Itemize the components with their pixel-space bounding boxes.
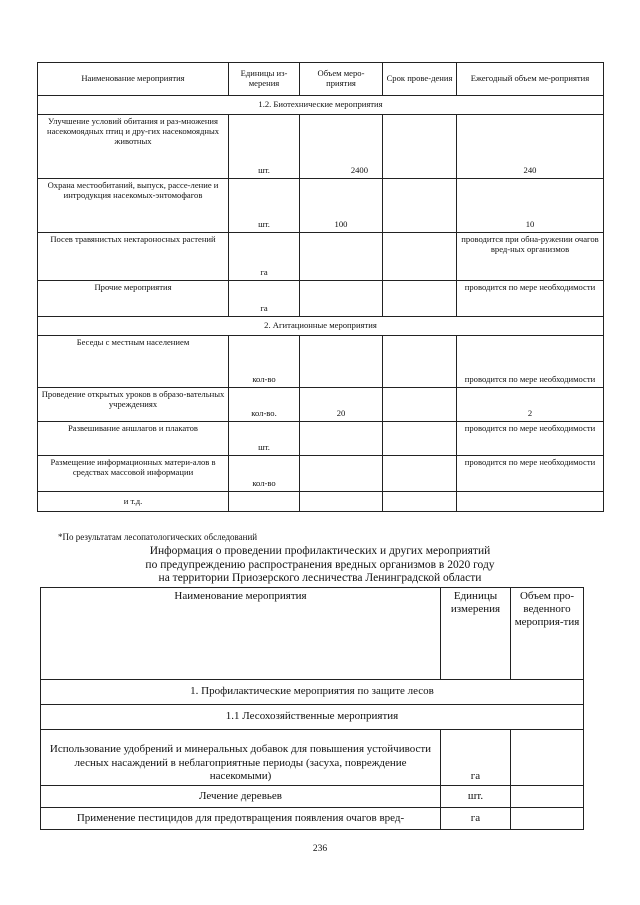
volume-cell — [511, 786, 584, 808]
volume-cell — [511, 808, 584, 830]
term-cell — [383, 281, 457, 317]
unit-cell: кол-во — [229, 336, 300, 388]
section-title: 1.1 Лесохозяйственные мероприятия — [41, 705, 584, 730]
table-row — [38, 492, 604, 512]
table-row — [41, 808, 584, 830]
volume-cell — [511, 730, 584, 786]
header-cell: Объем меро-приятия — [300, 63, 383, 96]
table-row — [38, 388, 604, 422]
volume-cell — [300, 492, 383, 512]
section-title: 2. Агитационные мероприятия — [38, 317, 604, 336]
annual-cell: проводится по мере необходимости — [457, 281, 604, 317]
volume-cell — [300, 281, 383, 317]
volume-cell — [300, 456, 383, 492]
section-title: 1.2. Биотехнические мероприятия — [38, 96, 604, 115]
volume-cell: 20 — [300, 388, 383, 422]
term-cell — [383, 115, 457, 179]
activity-name: Посев травянистых нектароносных растений — [38, 233, 229, 281]
unit-cell — [229, 492, 300, 512]
activity-name: Применение пестицидов для предотвращения появления очагов вред- — [41, 808, 441, 830]
annual-cell: 2 — [457, 388, 604, 422]
term-cell — [383, 233, 457, 281]
term-cell — [383, 492, 457, 512]
volume-cell — [300, 422, 383, 456]
unit-cell: кол-во — [229, 456, 300, 492]
annual-cell: 10 — [457, 179, 604, 233]
volume-cell — [300, 336, 383, 388]
table-row — [38, 115, 604, 179]
header-cell: Срок прове-дения — [383, 63, 457, 96]
term-cell — [383, 388, 457, 422]
header-cell: Объем про-веденного мероприя-тия — [511, 588, 584, 680]
header-cell: Наименование мероприятия — [41, 588, 441, 680]
unit-cell: шт. — [229, 115, 300, 179]
activity-name: Беседы с местным населением — [38, 336, 229, 388]
section-title: 1. Профилактические мероприятия по защите лесов — [41, 680, 584, 705]
heading-line: по предупреждению распространения вредных организмов в 2020 году — [145, 558, 495, 571]
activity-name: Развешивание аншлагов и плакатов — [38, 422, 229, 456]
activity-name: Охрана местообитаний, выпуск, рассе-ление и интродукция насекомых-энтомофагов — [38, 179, 229, 233]
table-row — [38, 456, 604, 492]
table-header-row — [41, 588, 584, 680]
header-cell: Единицы из-мерения — [229, 63, 300, 96]
activity-name: Проведение открытых уроков в образо-вательных учреждениях — [38, 388, 229, 422]
table-row — [38, 233, 604, 281]
unit-cell: кол-во. — [229, 388, 300, 422]
footnote: *По результатам лесопатологических обследований — [58, 532, 258, 542]
unit-cell: шт. — [229, 179, 300, 233]
page-number: 236 — [312, 844, 328, 854]
table-row — [38, 179, 604, 233]
unit-cell: га — [229, 233, 300, 281]
unit-cell: шт. — [229, 422, 300, 456]
annual-cell: проводится при обна-ружении очагов вред-ных организмов — [457, 233, 604, 281]
header-cell: Единицы измерения — [441, 588, 511, 680]
unit-cell: шт. — [441, 786, 511, 808]
activity-name: Улучшение условий обитания и раз-множения насекомоядных птиц и дру-гих насекомоядных животных — [38, 115, 229, 179]
activity-name: Лечение деревьев — [41, 786, 441, 808]
volume-cell: 2400 — [300, 115, 383, 179]
table-row — [41, 786, 584, 808]
table-row — [38, 422, 604, 456]
unit-cell: га — [441, 730, 511, 786]
activity-name: Использование удобрений и минеральных добавок для повышения устойчивости лесных насаждений в неблагоприятные периоды (засуха, повреждение насекомыми) — [41, 730, 441, 786]
annual-cell: проводится по мере необходимости — [457, 456, 604, 492]
table-row — [38, 336, 604, 388]
activity-name: Размещение информационных матери-алов в средствах массовой информации — [38, 456, 229, 492]
header-cell: Ежегодный объем ме-роприятия — [457, 63, 604, 96]
volume-cell: 100 — [300, 179, 383, 233]
activities-table-biotech — [37, 62, 604, 512]
volume-cell — [300, 233, 383, 281]
section-heading — [0, 545, 640, 586]
table-row — [38, 281, 604, 317]
activity-name: Прочие мероприятия — [38, 281, 229, 317]
table-row — [41, 730, 584, 786]
table-header-row — [38, 63, 604, 96]
unit-cell: га — [229, 281, 300, 317]
term-cell — [383, 336, 457, 388]
annual-cell: проводится по мере необходимости — [457, 336, 604, 388]
annual-cell — [457, 492, 604, 512]
annual-cell: 240 — [457, 115, 604, 179]
unit-cell: га — [441, 808, 511, 830]
term-cell — [383, 179, 457, 233]
annual-cell: проводится по мере необходимости — [457, 422, 604, 456]
activity-name: и т.д. — [38, 492, 229, 512]
header-cell: Наименование мероприятия — [38, 63, 229, 96]
heading-line: на территории Приозерского лесничества Ленинградской области — [158, 572, 482, 584]
term-cell — [383, 422, 457, 456]
term-cell — [383, 456, 457, 492]
activities-table-preventive — [40, 587, 584, 830]
heading-line: Информация о проведении профилактических и других мероприятий — [149, 545, 491, 557]
